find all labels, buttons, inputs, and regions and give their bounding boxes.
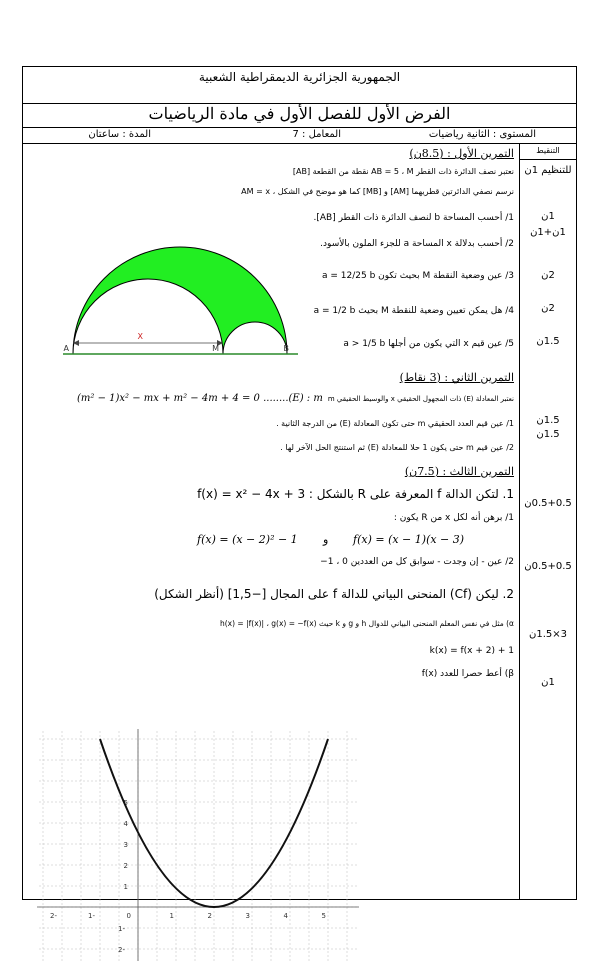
- exam-title-row: [23, 101, 576, 128]
- ex3-title: التمرين الثالث : (7.5ن): [404, 465, 514, 478]
- ex2-equation: (m² − 1)x² − mx + m² − 4m + 4 = 0 ........(E) : m: [77, 393, 323, 404]
- ex1-title: التمرين الأول : (8.5ن): [409, 147, 514, 160]
- ex1-intro-2: نرسم نصفي الدائرتين قطريهما [AM] و [MB] كما هو موضح في الشكل ، AM = x: [241, 187, 514, 196]
- green-region: [73, 247, 287, 354]
- label-a: A: [63, 344, 69, 353]
- info-row: [23, 127, 576, 144]
- ex2-q2: 2/ عين قيم m حتى يكون 1 حلا للمعادلة (E) ثم استنتج الحل الآخر لها .: [280, 443, 514, 452]
- mark-10: 0.5+0.5ن: [524, 561, 572, 572]
- republic-text: الجمهورية الجزائرية الديمقراطية الشعبية: [198, 70, 401, 84]
- ex3-and: و: [323, 533, 329, 546]
- x-tick--2: -2: [50, 912, 57, 920]
- ex3-p2-k: k(x) = f(x + 2) + 1: [429, 646, 514, 656]
- ex3-p1-q1: 1/ برهن أنه لكل x من R يكون :: [393, 513, 514, 523]
- mark-9: 0.5+0.5ن: [524, 498, 572, 509]
- ex3-p1-intro: 1. لتكن الدالة f المعرفة على R بالشكل : f(x) = x² − 4x + 3: [197, 487, 514, 501]
- mark-12: 1ن: [541, 677, 555, 688]
- duration-text: المدة : ساعتان: [88, 129, 151, 140]
- ex1-q4: 4/ هل يمكن تعيين وضعية للنقطة M بحيث a = 1/2 b: [313, 306, 514, 316]
- mark-4: 2ن: [541, 270, 555, 281]
- mark-7: 1.5ن: [536, 415, 560, 426]
- x-tick-3: 3: [245, 912, 250, 920]
- ex3-p1-q2: 2/ عين - إن وجدت - سوابق كل من العددين 0 ، 1−: [320, 557, 514, 567]
- y-tick-1: 1: [123, 883, 128, 891]
- ex1-q1: 1/ أحسب المساحة b لنصف الدائرة ذات القطر [AB].: [313, 213, 514, 223]
- level-text: المستوى : الثانية رياضيات: [428, 129, 536, 140]
- exam-page: [22, 66, 577, 954]
- grading-head: التنقيط: [520, 143, 576, 160]
- ex1-q2: 2/ أحسب بدلالة x المساحة a للجزء الملون بالأسود.: [320, 239, 514, 249]
- mark-11: 3×1.5ن: [528, 629, 567, 640]
- coefficient-text: المعامل : 7: [292, 129, 341, 140]
- x-tick-0: 0: [126, 912, 131, 920]
- content-area: [23, 143, 520, 954]
- grading-column: [519, 143, 576, 899]
- y-tick--2: -2: [118, 946, 125, 954]
- mark-6: 1.5ن: [536, 336, 560, 347]
- y-tick-3: 3: [123, 841, 128, 849]
- exam-title: الفرض الأول للفصل الأول في مادة الرياضيات: [148, 104, 451, 123]
- label-m: M: [212, 344, 219, 353]
- label-x: X: [137, 332, 143, 341]
- semicircle-figure: [33, 241, 298, 366]
- label-b: B: [283, 344, 289, 353]
- grid: [39, 731, 359, 961]
- ex2-title: التمرين الثاني : (3 نقاط): [399, 371, 514, 384]
- x-tick-4: 4: [283, 912, 288, 920]
- ex3-f1: f(x) = (x − 2)² − 1: [197, 533, 298, 546]
- mark-5: 2ن: [541, 303, 555, 314]
- ex3-p2-a: α) مثل في نفس المعلم المنحنى البياني للدوال h و g و k حيث h(x) = |f(x)| ، g(x) = −f(x): [220, 619, 514, 628]
- y-tick-4: 4: [123, 820, 128, 828]
- x-tick-1: 1: [169, 912, 174, 920]
- ex1-q3: 3/ عين وضعية النقطة M بحيث تكون a = 12/25 b: [322, 271, 514, 281]
- mark-8: 1.5ن: [536, 429, 560, 440]
- y-tick-5: 5: [123, 799, 128, 807]
- ex3-p2-b: β) أعط حصرا للعدد f(x): [421, 669, 514, 679]
- ex2-intro: نعتبر المعادلة (E) ذات المجهول الحقيقي x والوسيط الحقيقي m: [327, 395, 514, 403]
- ex1-q5: 5/ عين قيم x التي يكون من أجلها a > 1/5 b: [343, 339, 514, 349]
- mark-3: 1ن+1ن: [530, 227, 566, 238]
- republic-header: [23, 67, 576, 104]
- y-tick-2: 2: [123, 862, 128, 870]
- mark-2: 1ن: [541, 211, 555, 222]
- ex3-p2-intro: 2. ليكن (Cf) المنحنى البياني للدالة f على المجال [−1,5] (أنظر الشكل): [154, 587, 514, 601]
- function-graph: [33, 725, 363, 965]
- y-tick--1: -1: [118, 925, 125, 933]
- ex1-intro-1: نعتبر نصف الدائرة ذات القطر AB = 5 ، M نقطة من القطعة [AB]: [292, 167, 514, 176]
- x-tick-5: 5: [321, 912, 326, 920]
- mark-1: للتنظيم 1ن: [524, 165, 572, 176]
- ex3-f2: f(x) = (x − 1)(x − 3): [353, 533, 465, 546]
- x-tick-2: 2: [207, 912, 212, 920]
- ex2-q1: 1/ عين قيم العدد الحقيقي m حتى تكون المعادلة (E) من الدرجة الثانية .: [276, 419, 514, 428]
- x-tick--1: -1: [88, 912, 95, 920]
